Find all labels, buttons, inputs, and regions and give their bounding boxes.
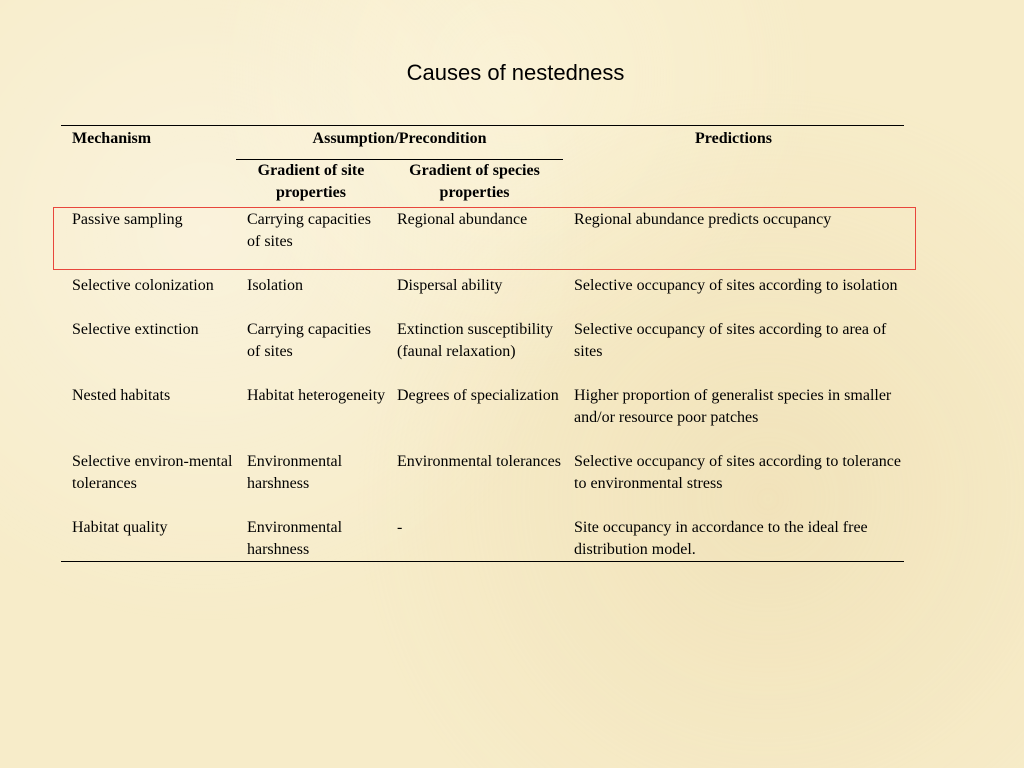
cell-site-gradient: Environmental harshness [247, 453, 343, 492]
table-row [61, 275, 904, 319]
table-row [61, 319, 904, 385]
cell-mechanism: Selective colonization [72, 277, 214, 294]
cell-prediction: Higher proportion of generalist species in smaller and/or resource poor patches [574, 387, 892, 426]
header-site-gradient: Gradient of site properties [236, 160, 386, 210]
cell-species-gradient: Extinction susceptibility (faunal relaxation) [397, 321, 553, 360]
nestedness-table [61, 125, 904, 562]
cell-site-gradient: Isolation [247, 277, 303, 294]
cell-mechanism: Nested habitats [72, 387, 171, 404]
table-row [61, 517, 904, 562]
subheader-row [61, 160, 904, 210]
cell-mechanism: Passive sampling [72, 211, 183, 228]
cell-species-gradient: Dispersal ability [397, 277, 503, 294]
table-row [61, 209, 904, 275]
cell-site-gradient: Carrying capacities of sites [247, 211, 371, 250]
header-row [61, 126, 904, 160]
table-row [61, 451, 904, 517]
cell-site-gradient: Carrying capacities of sites [247, 321, 371, 360]
cell-mechanism: Habitat quality [61, 517, 236, 562]
cell-site-gradient: Habitat heterogeneity [247, 387, 386, 404]
cell-species-gradient: - [386, 517, 563, 562]
header-species-gradient: Gradient of species properties [386, 160, 563, 210]
cell-mechanism: Selective environ-mental tolerances [72, 453, 233, 492]
cell-prediction: Regional abundance predicts occupancy [574, 211, 832, 228]
cell-prediction: Site occupancy in accordance to the ideal free distribution model. [563, 517, 904, 562]
header-assumption: Assumption/Precondition [236, 126, 563, 160]
cell-prediction: Selective occupancy of sites according to isolation [574, 277, 898, 294]
cell-species-gradient: Environmental tolerances [397, 453, 561, 470]
cell-species-gradient: Degrees of specialization [397, 387, 559, 404]
header-mechanism: Mechanism [61, 126, 236, 160]
cell-site-gradient: Environmental harshness [236, 517, 386, 562]
slide-title: Causes of nestedness [406, 60, 625, 85]
cell-species-gradient: Regional abundance [397, 211, 528, 228]
cell-prediction: Selective occupancy of sites according to area of sites [574, 321, 887, 360]
cell-mechanism: Selective extinction [72, 321, 199, 338]
nestedness-table-container [61, 125, 904, 562]
table-row [61, 385, 904, 451]
header-predictions: Predictions [563, 126, 904, 160]
cell-prediction: Selective occupancy of sites according to tolerance to environmental stress [574, 453, 901, 492]
